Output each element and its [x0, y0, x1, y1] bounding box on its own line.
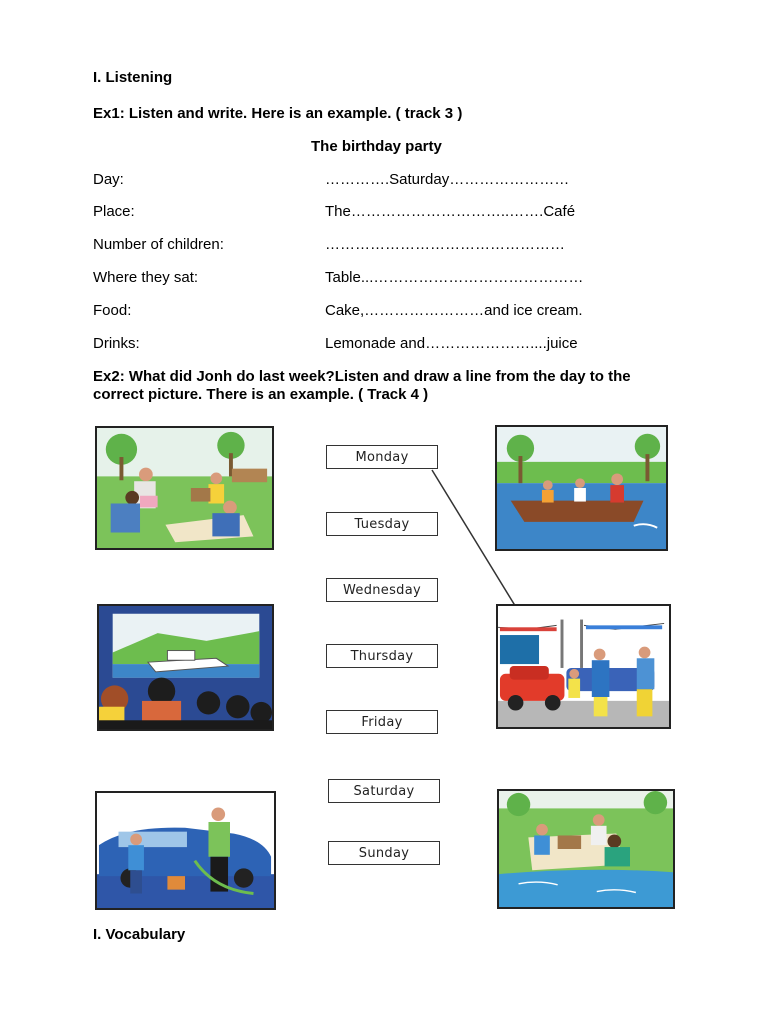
- section-title-vocabulary: I. Vocabulary: [93, 926, 186, 943]
- day-box-tuesday[interactable]: Tuesday: [326, 512, 438, 536]
- picture-cinema-screen[interactable]: [97, 604, 274, 731]
- picture-washing-car[interactable]: [95, 791, 276, 910]
- row-value-food: Cake,……………………and ice cream.: [325, 302, 583, 319]
- day-box-monday[interactable]: Monday: [326, 445, 438, 469]
- picture-park-picnic[interactable]: [95, 426, 274, 550]
- day-box-thursday[interactable]: Thursday: [326, 644, 438, 668]
- section-title-listening: I. Listening: [93, 69, 173, 86]
- row-label-drinks: Drinks:: [93, 335, 140, 352]
- row-label-children: Number of children:: [93, 236, 224, 253]
- picture-river-picnic[interactable]: [497, 789, 675, 909]
- row-value-drinks: Lemonade and…………………....juice: [325, 335, 578, 352]
- ex1-instruction: Ex1: Listen and write. Here is an example. ( track 3 ): [93, 105, 463, 122]
- picture-car-park[interactable]: [496, 604, 671, 729]
- day-box-wednesday[interactable]: Wednesday: [326, 578, 438, 602]
- row-label-where: Where they sat:: [93, 269, 199, 286]
- row-label-place: Place:: [93, 203, 135, 220]
- day-box-friday[interactable]: Friday: [326, 710, 438, 734]
- row-value-day: ………….Saturday……………………: [325, 171, 570, 188]
- day-box-saturday[interactable]: Saturday: [328, 779, 440, 803]
- picture-boating-lake[interactable]: [495, 425, 668, 551]
- row-value-place: The…………………………..…….Café: [325, 203, 576, 220]
- row-value-children: …………………………………………: [325, 236, 565, 253]
- day-box-sunday[interactable]: Sunday: [328, 841, 440, 865]
- row-label-day: Day:: [93, 171, 124, 188]
- row-value-where: Table...……………………………………: [325, 269, 584, 286]
- ex1-title: The birthday party: [311, 138, 442, 155]
- ex2-instruction: Ex2: What did Jonh do last week?Listen and draw a line from the day to the correct picture. There is an example. ( Track 4 ): [93, 368, 631, 403]
- row-label-food: Food:: [93, 302, 132, 319]
